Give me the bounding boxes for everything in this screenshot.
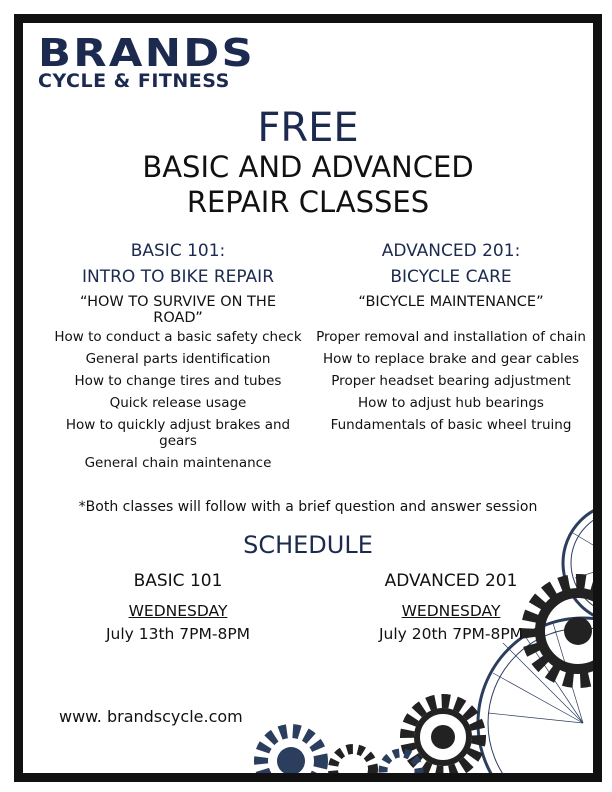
headline-line-2: REPAIR CLASSES <box>186 185 430 219</box>
schedule-advanced-title: ADVANCED 201 <box>384 571 518 591</box>
schedule-advanced-day: WEDNESDAY <box>401 602 501 620</box>
small-gear-icon <box>261 731 419 773</box>
headline-free: FREE <box>257 105 359 151</box>
advanced-title-line-1: ADVANCED 201: <box>381 241 521 261</box>
list-item: How to replace brake and gear cables <box>322 351 580 367</box>
flyer-frame <box>14 14 602 782</box>
logo-wordmark: BRANDS <box>38 31 256 75</box>
list-item: General parts identification <box>85 351 271 367</box>
list-item: Quick release usage <box>109 395 247 411</box>
list-item: How to conduct a basic safety check <box>54 329 302 345</box>
list-item: Proper headset bearing adjustment <box>331 373 571 389</box>
schedule-basic-title: BASIC 101 <box>133 571 223 591</box>
schedule-heading: SCHEDULE <box>243 531 373 559</box>
schedule-advanced-date: July 20th 7PM-8PM <box>378 625 524 643</box>
website-link[interactable]: www. brandscycle.com <box>59 707 243 726</box>
list-item: How to change tires and tubes <box>74 373 282 389</box>
list-item: General chain maintenance <box>84 455 272 471</box>
qa-note: *Both classes will follow with a brief question and answer session <box>78 499 538 515</box>
schedule-basic-day: WEDNESDAY <box>128 602 228 620</box>
advanced-title-line-2: BICYCLE CARE <box>390 267 512 287</box>
list-item: Fundamentals of basic wheel truing <box>330 417 572 433</box>
list-item: Proper removal and installation of chain <box>316 329 586 345</box>
list-item: How to adjust hub bearings <box>358 395 544 411</box>
basic-quote: “HOW TO SURVIVE ON THE ROAD” <box>80 294 276 326</box>
basic-title-line-2: INTRO TO BIKE REPAIR <box>81 267 275 287</box>
decorative-gears <box>23 23 593 773</box>
basic-title-line-1: BASIC 101: <box>130 241 226 261</box>
logo-subtitle: CYCLE & FITNESS <box>38 70 230 92</box>
headline-line-1: BASIC AND ADVANCED <box>142 150 474 184</box>
advanced-quote: “BICYCLE MAINTENANCE” <box>358 294 544 310</box>
schedule-basic-date: July 13th 7PM-8PM <box>105 625 251 643</box>
list-item: How to quickly adjust brakes and gears <box>65 417 291 449</box>
